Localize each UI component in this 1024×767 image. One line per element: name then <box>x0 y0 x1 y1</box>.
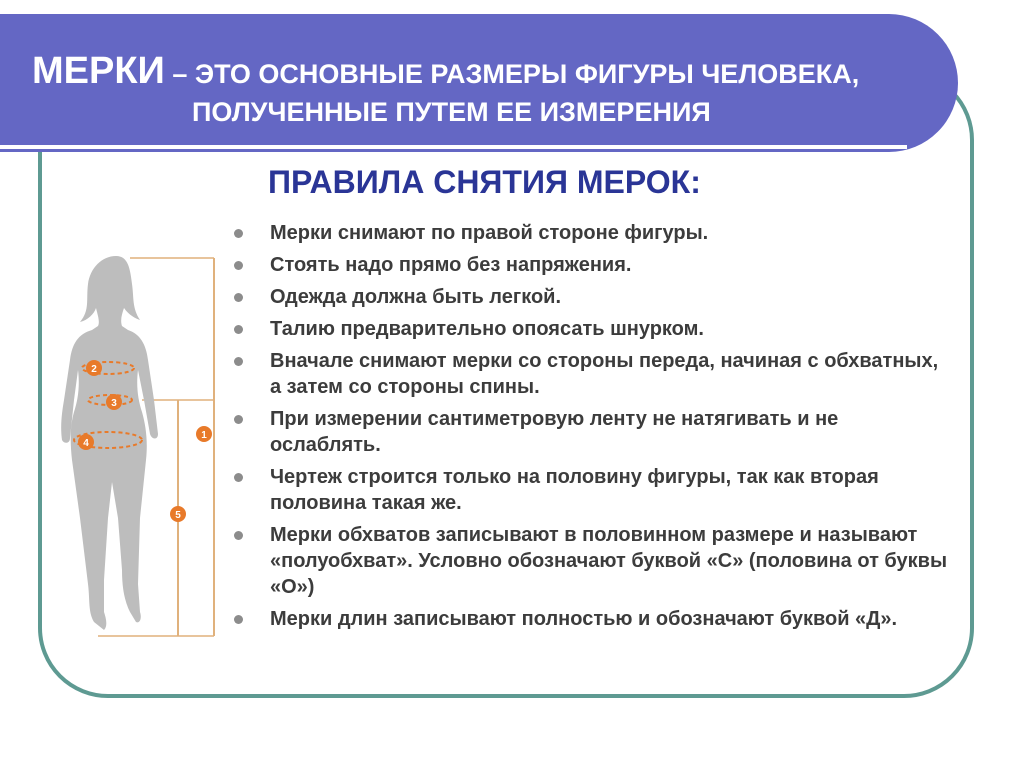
rule-text: Мерки обхватов записывают в половинном размере и называют «полуобхват». Условно обозначают буквой «С» (половина от буквы «О») <box>270 524 948 598</box>
marker-5 <box>170 506 186 522</box>
rule-item <box>232 464 952 516</box>
marker-label: 1 <box>201 430 207 441</box>
rule-item <box>232 348 952 400</box>
rule-item <box>232 316 952 342</box>
header-title-rest: – ЭТО ОСНОВНЫЕ РАЗМЕРЫ ФИГУРЫ ЧЕЛОВЕКА, <box>164 59 860 89</box>
marker-label: 5 <box>175 510 181 521</box>
marker-label: 4 <box>83 438 89 449</box>
body-measurement-figure <box>50 250 240 650</box>
marker-2 <box>86 360 102 376</box>
rule-text: При измерении сантиметровую ленту не натягивать и не ослаблять. <box>270 408 839 456</box>
marker-4 <box>78 434 94 450</box>
marker-label: 2 <box>91 364 97 375</box>
header-title-strong: МЕРКИ <box>32 50 165 92</box>
rule-text: Чертеж строится только на половину фигуры, так как вторая половина такая же. <box>270 466 879 514</box>
rule-text: Стоять надо прямо без напряжения. <box>270 254 632 276</box>
header-title-line2: ПОЛУЧЕННЫЕ ПУТЕМ ЕЕ ИЗМЕРЕНИЯ <box>192 97 711 127</box>
rule-text: Талию предварительно опоясать шнурком. <box>270 318 704 340</box>
rule-item <box>232 406 952 458</box>
rules-list <box>232 220 952 638</box>
marker-label: 3 <box>111 398 117 409</box>
rule-item <box>232 220 952 246</box>
marker-3 <box>106 394 122 410</box>
silhouette-icon <box>61 256 158 630</box>
rule-item <box>232 284 952 310</box>
rule-item <box>232 252 952 278</box>
marker-1 <box>196 426 212 442</box>
rule-text: Вначале снимают мерки со стороны переда, начиная с обхватных, а затем со стороны спины. <box>270 350 939 398</box>
rule-item <box>232 522 952 600</box>
header-banner <box>0 14 958 152</box>
rule-item <box>232 606 952 632</box>
header-underline <box>0 145 907 149</box>
rule-text: Мерки длин записывают полностью и обозначают буквой «Д». <box>270 608 898 630</box>
header-title <box>32 50 859 93</box>
rules-heading: ПРАВИЛА СНЯТИЯ МЕРОК: <box>268 164 701 200</box>
bullet-icon <box>234 229 243 238</box>
rule-text: Одежда должна быть легкой. <box>270 286 562 308</box>
rule-text: Мерки снимают по правой стороне фигуры. <box>270 222 709 244</box>
